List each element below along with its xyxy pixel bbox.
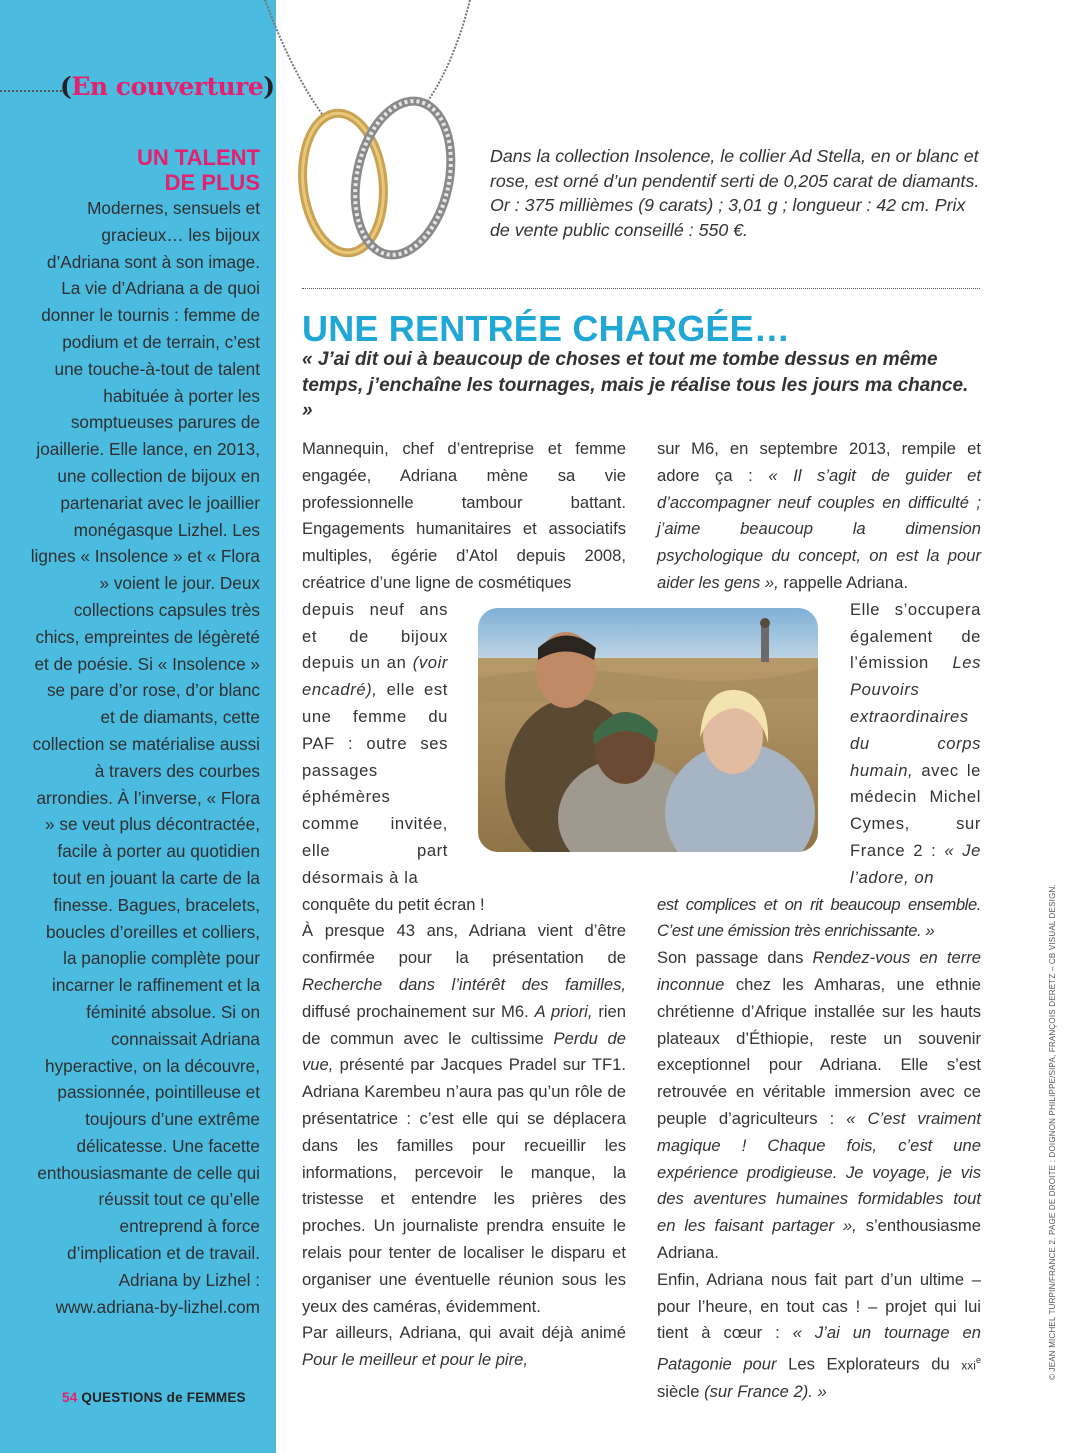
magazine-name: QUESTIONS de FEMMES: [81, 1390, 246, 1405]
dotted-rule: [302, 288, 980, 289]
article-standfirst: « J’ai dit oui à beaucoup de choses et tout me tombe dessus en même temps, j’enchaîne les tournages, mais je réalise tous les jours ma chance. »: [302, 349, 969, 422]
article-headline: UNE RENTRÉE CHARGÉE…: [302, 308, 791, 349]
rubric-label: En couverture: [71, 72, 264, 101]
sidebar-heading: UN TALENT DE PLUS: [136, 145, 260, 195]
sidebar-shop-url: www.adriana-by-lizhel.com: [55, 1296, 260, 1317]
section-rubric: (En couverture): [60, 72, 275, 101]
necklace-image: [255, 0, 495, 280]
photo-credit: © JEAN MICHEL TURPIN/FRANCE 2. PAGE DE DROITE : DOIGNON PHILIPPE/SIPA, FRANÇOIS DERETZ – CB VISUAL DESIGN.: [1048, 884, 1057, 1380]
article-column-right: sur M6, en septembre 2013, rempile et adore ça : « Il s’agit de guider et d’accompagner neuf couples en difficulté ; j’aime beaucoup la dimension psychologique du concept, on est la pour aider les gens », rappelle Adriana. Elle s’occupera également de l’émission Les Pouvoirs extraordinaires du corps humain, avec le médecin Michel Cymes, sur France 2 : « Je l’adore, on est complices et on rit beaucoup ensemble. C’est une émission très enrichissante. » Son passage dans Rendez-vous en terre inconnue chez les Amharas, une ethnie chrétienne d’Afrique installée sur les hauts plateaux d’Éthiopie, reste un souvenir exceptionnel pour Adriana. Elle s’est retrouvée en véritable immersion avec ce peuple d’agriculteurs : « C’est vraiment magique ! Chaque fois, c’est une expérience prodigieuse. Je voyage, je vis des aventures humaines formidables tout en les faisant partager », s’enthousiasme Adriana. Enfin, Adriana nous fait part d’un ultime – pour l’heure, en tout cas ! – projet qui lui tient à cœur : « J’ai un tournage en Patagonie pour Les Explorateurs du xxi$^e$ siècle (sur France 2). »: [657, 439, 981, 1402]
page-folio: [62, 1390, 246, 1405]
rubric-dotted-rule-left: [0, 90, 62, 92]
article-column-left: Mannequin, chef d’entreprise et femme engagée, Adriana mène sa vie professionnelle tambour battant. Engagements humanitaires et associatifs multiples, égérie d’Atol depuis 2008, créatrice d’une ligne de cosmétiques depuis neuf ans et de bijoux depuis un an (voir encadré), elle est une femme du PAF : outre ses passages éphémères comme invitée, elle part désormais à la conquête du petit écran ! À presque 43 ans, Adriana vient d’être confirmée pour la présentation de Recherche dans l’intérêt des familles, diffusé prochainement sur M6. A priori, rien de commun avec le cultissime Perdu de vue, présenté par Jacques Pradel sur TF1. Adriana Karembeu n’aura pas qu’un rôle de présentatrice : c’est elle qui se déplacera dans les familles pour recueillir les informations, percevoir le manque, la tristesse et entendre les prières des proches. Un journaliste prendra ensuite le relais pour tenter de localiser le disparu et organiser une éventuelle réunion sous les yeux des caméras, évidemment. Par ailleurs, Adriana, qui avait déjà animé Pour le meilleur et pour le pire,: [302, 439, 626, 1370]
sidebar-text: [30, 195, 260, 1320]
article-photo: [478, 608, 818, 852]
sidebar-shop-label: Adriana by Lizhel :: [118, 1269, 260, 1290]
necklace-caption: Dans la collection Insolence, le collier Ad Stella, en or blanc et rose, est orné d’un pendentif serti de 0,205 carat de diamants. Or : 375 millièmes (9 carats) ; 3,01 g ; longueur : 42 cm. Prix de vente public conseillé : 550 €.: [490, 146, 980, 240]
sidebar-body: Modernes, sensuels et gracieux… les bijoux d’Adriana sont à son image. La vie d’Adriana a de quoi donner le tournis : femme de podium et de terrain, c’est une touche-à-tout de talent habituée à porter les somptueuses parures de joaillerie. Elle lance, en 2013, une collection de bijoux en partenariat avec le joaillier monégasque Lizhel. Les lignes « Insolence » et « Flora » voient le jour. Deux collections capsules très chics, empreintes de légèreté et de poésie. Si « Insolence » se pare d’or rose, d’or blanc et de diamants, cette collection se matérialise aussi à travers des courbes arrondies. À l’inverse, « Flora » se veut plus décontractée, facile à porter au quotidien tout en jouant la carte de la finesse. Bagues, bracelets, boucles d’oreilles et colliers, la panoplie complète pour incarner le raffinement et la féminité absolue. Si on connaissait Adriana hyperactive, on la découvre, passionnée, pointilleuse et toujours d’une extrême délicatesse. Une facette enthousiasmante de celle qui réussit tout ce qu’elle entreprend à force d’implication et de travail.: [30, 198, 260, 1264]
page-number: 54: [62, 1390, 78, 1405]
